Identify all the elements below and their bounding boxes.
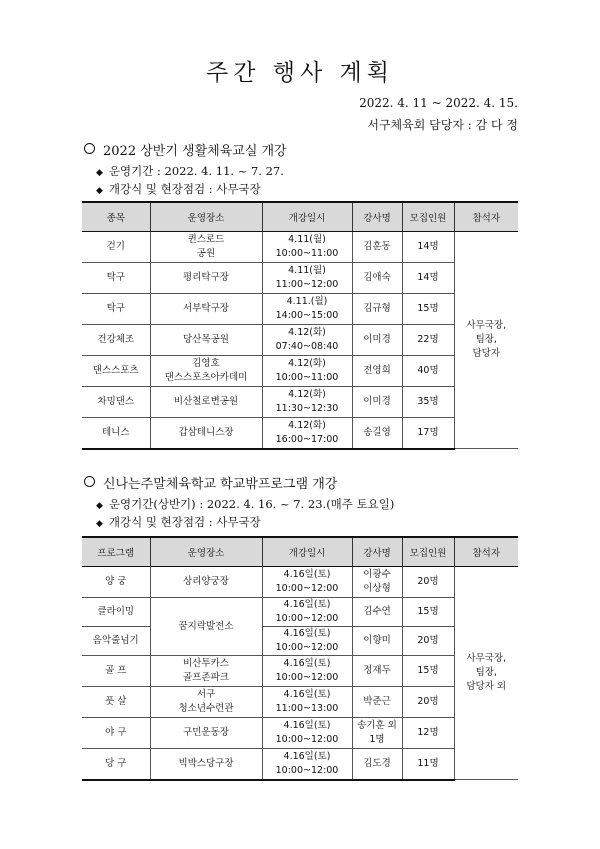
table-row: [82, 387, 518, 418]
date-line: 4.16일(토): [283, 658, 331, 669]
cell-place: [150, 387, 262, 418]
date-line: 4.16일(토): [283, 750, 331, 762]
column-header: 개강일시: [262, 537, 352, 567]
cell-quota: 20명: [402, 687, 454, 718]
column-header: 종목: [82, 202, 150, 232]
cell-instructor: [352, 356, 402, 387]
cell-quota: 20명: [402, 567, 454, 598]
circle-bullet-icon: [84, 476, 95, 487]
date-line: 14:00~15:00: [275, 310, 339, 321]
date-line: 4.11(월): [288, 265, 326, 276]
cell-date: [262, 294, 352, 325]
cell-place: [150, 418, 262, 449]
cell-date: [262, 232, 352, 263]
cell-place: [150, 263, 262, 294]
date-line: 10:00~12:00: [275, 734, 339, 745]
column-header: 참석자: [454, 537, 518, 567]
instructor-line: 김수연: [363, 606, 391, 617]
page-title: 주간 행사 계획: [206, 60, 394, 86]
instructor-line: 김애숙: [363, 272, 391, 283]
table-row: [82, 294, 518, 325]
place-line: 상리양궁장: [183, 576, 229, 587]
cell-date: [262, 598, 352, 627]
cell-date: [262, 749, 352, 780]
cell-place: [150, 749, 262, 780]
table-row: [82, 687, 518, 718]
cell-date: [262, 718, 352, 749]
cell-sport: 탁구: [82, 294, 150, 325]
cell-instructor: [352, 387, 402, 418]
cell-quota: 22명: [402, 325, 454, 356]
diamond-bullet-icon: ◆: [96, 168, 103, 178]
owner-text: 서구체육회 담당자 : 감 다 정: [367, 118, 518, 132]
section2-heading-text: 신나는주말체육학교 학교밖프로그램 개강: [103, 477, 338, 492]
cell-date: [262, 418, 352, 449]
instructor-line: 이미경: [363, 396, 391, 407]
place-line: 청소년수련관: [178, 703, 234, 714]
section1-heading-text: 2022 상반기 생활체육교실 개강: [103, 144, 287, 159]
cell-instructor: [352, 325, 402, 356]
instructor-line: 이미경: [363, 334, 391, 345]
cell-program: 야 구: [82, 718, 150, 749]
table-row: [82, 325, 518, 356]
instructor-line: 박준근: [363, 696, 391, 707]
section1-bullet-inspection: [96, 181, 261, 197]
cell-place: [150, 687, 262, 718]
cell-date: [262, 656, 352, 687]
cell-sport: 탁구: [82, 263, 150, 294]
table-row: [82, 718, 518, 749]
cell-instructor: [352, 687, 402, 718]
date-line: 07:40~08:40: [275, 341, 339, 352]
place-line: 갑삼테니스장: [178, 426, 234, 438]
column-header: 프로그램: [82, 537, 150, 567]
diamond-bullet-icon: ◆: [96, 519, 103, 529]
date-line: 4.11.(월): [286, 296, 328, 307]
cell-instructor: [352, 598, 402, 627]
table-row: [82, 656, 518, 687]
column-header: 운영장소: [150, 537, 262, 567]
section1-bullet-text: 개강식 및 현장점검 : 사무국장: [108, 182, 261, 196]
cell-date: [262, 325, 352, 356]
circle-bullet-icon: [84, 143, 95, 154]
column-header: 개강일시: [262, 202, 352, 232]
date-line: 4.12(화): [288, 327, 326, 338]
section1-bullet-text: 운영기간 : 2022. 4. 11. ~ 7. 27.: [108, 164, 284, 178]
date-line: 4.16일(토): [283, 569, 331, 580]
diamond-bullet-icon: ◆: [96, 186, 103, 196]
date-line: 4.16일(토): [283, 720, 331, 731]
cell-date: [262, 687, 352, 718]
instructor-line: 이향미: [363, 635, 391, 646]
diamond-bullet-icon: ◆: [96, 501, 103, 511]
table-header-row: [82, 202, 518, 232]
instructor-line: 김도경: [363, 757, 391, 769]
place-line: 비산철로변공원: [173, 396, 239, 407]
instructor-line: 송길영: [363, 426, 391, 438]
place-line: 김영호: [192, 358, 220, 369]
section1-heading: [84, 140, 287, 159]
cell-place: [150, 567, 262, 598]
cell-attendee: [454, 232, 518, 449]
cell-place: [150, 325, 262, 356]
place-line: 서구: [196, 689, 216, 700]
section1-table: [82, 201, 518, 450]
date-line: 4.11(월): [288, 234, 326, 245]
instructor-line: 1명: [369, 734, 385, 745]
period-text: 2022. 4. 11 ~ 2022. 4. 15.: [359, 96, 518, 110]
table-row: [82, 418, 518, 449]
table-row: [82, 627, 518, 656]
instructor-line: 송기훈 외: [357, 720, 397, 731]
cell-program: 클라이밍: [82, 598, 150, 627]
instructor-line: 이상형: [363, 583, 391, 594]
cell-instructor: [352, 627, 402, 656]
instructor-line: 전영희: [363, 365, 391, 376]
cell-quota: 17명: [402, 418, 454, 449]
section2-bullet-text: 개강식 및 현장점검 : 사무국장: [108, 515, 261, 529]
cell-program: 풋 살: [82, 687, 150, 718]
date-line: 10:00~11:00: [275, 248, 339, 259]
section2-bullet-period: [96, 496, 394, 512]
column-header: 운영장소: [150, 202, 262, 232]
cell-place: [150, 718, 262, 749]
cell-place: [150, 356, 262, 387]
place-line: 퀸스로드: [187, 234, 225, 245]
date-line: 4.12(화): [288, 358, 326, 369]
cell-place: [150, 232, 262, 263]
section2-heading: [84, 473, 337, 492]
attendee-line: 팀장,: [475, 334, 497, 345]
place-line: 당산목공원: [183, 334, 229, 345]
cell-instructor: [352, 656, 402, 687]
cell-sport: 건강체조: [82, 325, 150, 356]
cell-program: 양 궁: [82, 567, 150, 598]
cell-instructor: [352, 718, 402, 749]
attendee-line: 팀장,: [475, 667, 497, 678]
cell-date: [262, 567, 352, 598]
cell-quota: 35명: [402, 387, 454, 418]
table-row: [82, 567, 518, 598]
attendee-line: 사무국장,: [466, 320, 507, 331]
column-header: 강사명: [352, 202, 402, 232]
attendee-line: 담당자 외: [466, 681, 507, 692]
cell-date: [262, 263, 352, 294]
attendee-line: 사무국장,: [466, 653, 507, 664]
cell-place: [150, 656, 262, 687]
cell-place: [150, 294, 262, 325]
date-line: 11:00~12:00: [275, 279, 339, 290]
place-line: 평리탁구장: [183, 272, 229, 283]
date-line: 10:00~12:00: [275, 764, 339, 776]
date-line: 4.16일(토): [283, 628, 331, 639]
section2-bullet-text: 운영기간(상반기) : 2022. 4. 16. ~ 7. 23.(매주 토요일): [108, 497, 395, 511]
date-line: 10:00~12:00: [275, 583, 339, 594]
attendee-line: 담당자: [472, 348, 501, 359]
section2-bullet-inspection: [96, 514, 261, 530]
place-line: 공원: [196, 248, 216, 259]
cell-sport: 테니스: [82, 418, 150, 449]
cell-date: [262, 387, 352, 418]
cell-sport: 차밍댄스: [82, 387, 150, 418]
date-line: 4.12(화): [288, 389, 326, 400]
date-line: 4.16일(토): [283, 599, 331, 610]
instructor-line: 이광수: [363, 569, 391, 580]
column-header: 모집인원: [402, 202, 454, 232]
cell-instructor: [352, 749, 402, 780]
table-row: [82, 749, 518, 780]
date-line: 10:00~12:00: [275, 672, 339, 683]
table-row: [82, 598, 518, 627]
cell-place: [150, 598, 262, 656]
place-line: 꿈지락발전소: [178, 620, 234, 632]
cell-instructor: [352, 263, 402, 294]
cell-attendee: [454, 567, 518, 780]
cell-program: 당 구: [82, 749, 150, 780]
date-line: 10:00~12:00: [275, 613, 339, 624]
date-line: 10:00~12:00: [275, 642, 339, 653]
cell-instructor: [352, 294, 402, 325]
instructor-line: 김훈동: [363, 241, 391, 252]
cell-quota: 14명: [402, 232, 454, 263]
cell-quota: 15명: [402, 294, 454, 325]
cell-quota: 15명: [402, 656, 454, 687]
date-line: 4.12(화): [288, 419, 326, 431]
cell-quota: 15명: [402, 598, 454, 627]
instructor-line: 정재두: [363, 665, 391, 676]
place-line: 댄스스포츠아카데미: [164, 372, 248, 383]
date-line: 16:00~17:00: [275, 433, 339, 445]
table-header-row: [82, 537, 518, 567]
date-line: 11:00~13:00: [275, 703, 339, 714]
cell-program: 골 프: [82, 656, 150, 687]
cell-quota: 40명: [402, 356, 454, 387]
cell-sport: 댄스스포츠: [82, 356, 150, 387]
section1-bullet-period: [96, 163, 284, 179]
cell-program: 음악줄넘기: [82, 627, 150, 656]
place-line: 골프존파크: [183, 672, 229, 683]
cell-quota: 12명: [402, 718, 454, 749]
place-line: 빅박스당구장: [178, 757, 234, 769]
cell-instructor: [352, 567, 402, 598]
column-header: 참석자: [454, 202, 518, 232]
cell-quota: 14명: [402, 263, 454, 294]
cell-quota: 20명: [402, 627, 454, 656]
cell-date: [262, 356, 352, 387]
place-line: 비산투카스: [183, 658, 229, 669]
section2-table: [82, 536, 518, 781]
table-row: [82, 263, 518, 294]
instructor-line: 김규형: [363, 303, 391, 314]
place-line: 서부탁구장: [183, 303, 229, 314]
cell-instructor: [352, 232, 402, 263]
date-line: 10:00~11:00: [275, 372, 339, 383]
column-header: 강사명: [352, 537, 402, 567]
column-header: 모집인원: [402, 537, 454, 567]
table-row: [82, 356, 518, 387]
cell-quota: 11명: [402, 749, 454, 780]
date-line: 4.16일(토): [283, 689, 331, 700]
cell-sport: 걷기: [82, 232, 150, 263]
date-line: 11:30~12:30: [275, 403, 339, 414]
cell-date: [262, 627, 352, 656]
place-line: 구민운동장: [183, 727, 229, 738]
table-row: [82, 232, 518, 263]
cell-instructor: [352, 418, 402, 449]
